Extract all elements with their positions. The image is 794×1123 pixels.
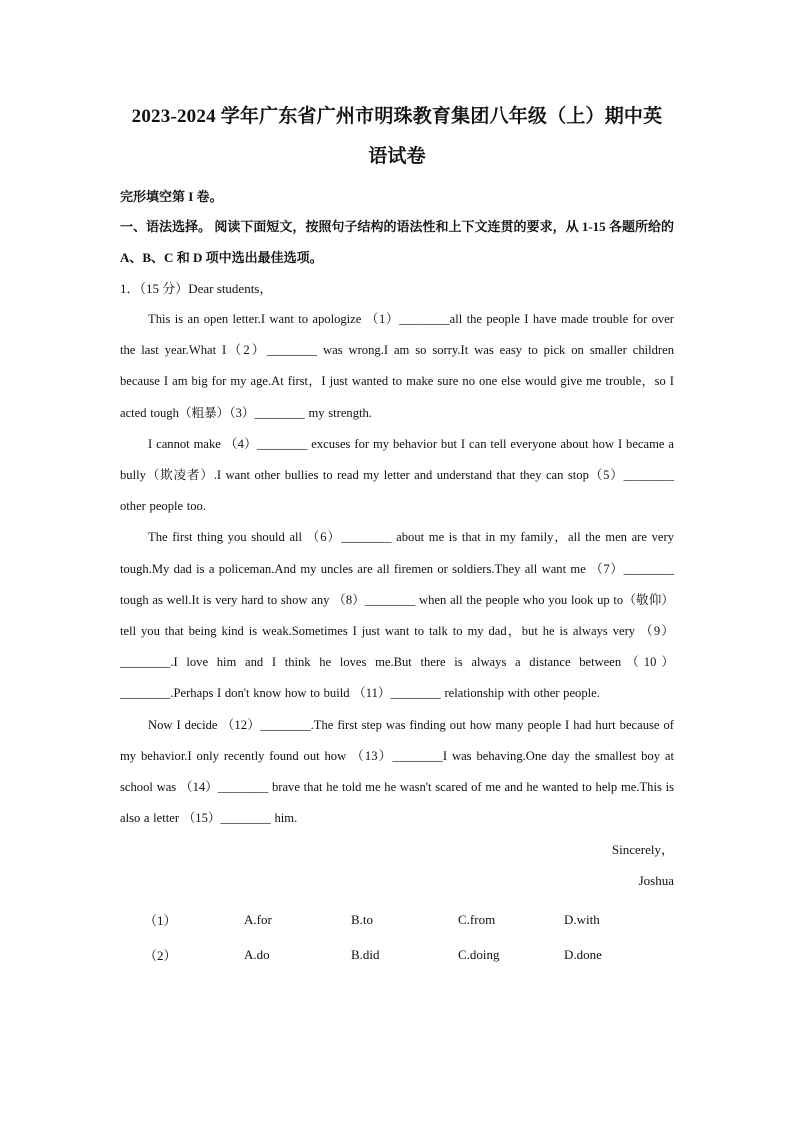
option-d: D.with — [564, 911, 600, 927]
section-label: 完形填空第 I 卷。 — [120, 189, 223, 204]
option-c: C.from — [458, 911, 496, 927]
option-a: A.for — [244, 911, 272, 927]
option-number: （1） — [144, 913, 177, 929]
option-b: B.did — [351, 946, 380, 962]
option-d: D.done — [564, 946, 602, 962]
option-a: A.do — [244, 946, 270, 962]
option-row — [144, 902, 674, 937]
exam-page — [120, 0, 674, 972]
passage — [120, 304, 674, 834]
question-heading: 1．（15 分）Dear students， — [120, 281, 273, 296]
option-row — [144, 937, 674, 972]
instruction-text: 一、语法选择。 阅读下面短文，按照句子结构的语法性和上下文连贯的要求，从 1-15 各题所给的 A、B、C 和 D 项中选出最佳选项。 — [120, 219, 674, 265]
answer-options — [144, 902, 674, 972]
passage-paragraph-2: I cannot make （4）________ excuses for my behavior but I can tell everyone about how I became a bully（欺凌者）.I want other bullies to read my letter and understand that they can stop（5）________ other people too. — [120, 436, 674, 514]
title-line-2: 语试卷 — [368, 146, 426, 167]
option-c: C.doing — [458, 946, 500, 962]
option-b: B.to — [351, 911, 374, 927]
passage-paragraph-4: Now I decide （12）________.The first step was finding out how many people I had hurt because of my behavior.I only recently found out how （13）________I was behaving.One day the smallest boy at school was （14）________ brave that he told me he wasn't scared of me and he wanted to help me.This is also a letter （15）________ him. — [120, 717, 674, 826]
letter-closing: Sincerely， — [611, 842, 674, 858]
passage-paragraph-1: This is an open letter.I want to apologize （1）________all the people I have made trouble for over the last year.What I（2）________ was wrong.I am so sorry.It was easy to pick on smaller children because I am big for my age.At first，I just wanted to make sure no one else would give me trouble，so I acted tough（粗暴）（3）________ my strength. — [120, 312, 674, 420]
option-number: （2） — [144, 948, 177, 964]
page-title — [120, 97, 674, 177]
title-line-1: 2023-2024 学年广东省广州市明珠教育集团八年级（上）期中英 — [131, 106, 663, 127]
passage-paragraph-3: The first thing you should all （6）________ about me is that in my family，all the men are very tough.My dad is a policeman.And my uncles are all firemen or soldiers.They all want me （7）________ tough as well.It is very hard to show any （8）________ when all the people who you look up to（敬仰） tell you that being kind is weak.Sometimes I just want to talk to my dad，but he is always very （9）________.I love him and I think he loves me.But there is always a distance between（10）________.Perhaps I don't know how to build （11）________ relationship with other people. — [120, 530, 674, 701]
letter-signature: Joshua — [638, 873, 674, 889]
